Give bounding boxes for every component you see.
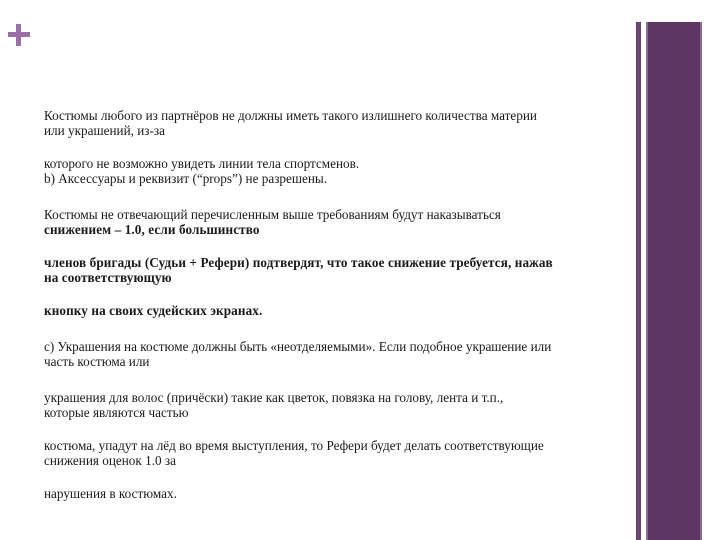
- text-line: c) Украшения на костюме должны быть «неотделяемыми». Если подобное украшение или: [44, 339, 552, 354]
- paragraph-decorations: [44, 340, 632, 369]
- paragraph-panel-members: [44, 256, 632, 285]
- text-line: Костюмы не отвечающий перечисленным выше требованиям будут наказываться: [44, 207, 501, 222]
- text-line: нарушения в костюмах.: [44, 486, 177, 501]
- paragraph-costume-violations: [44, 487, 632, 502]
- text-line: или украшений, из-за: [44, 122, 165, 138]
- text-line: членов бригады (Судьи + Рефери) подтвердят, что такое снижение требуется, нажав: [44, 255, 553, 270]
- decorative-stripe-thick: [646, 22, 702, 540]
- paragraph-hair-decorations: [44, 391, 632, 420]
- text-line: кнопку на своих судейских экранах.: [44, 303, 263, 318]
- paragraph-costume-material: [44, 109, 632, 138]
- paragraph-deduction: [44, 208, 632, 237]
- text-line: снижения оценок 1.0 за: [44, 452, 176, 468]
- text-line: снижением – 1.0, если большинство: [44, 221, 260, 237]
- plus-icon: [6, 22, 32, 48]
- text-line: которые являются частью: [44, 404, 189, 420]
- paragraph-fall-on-ice: [44, 439, 632, 468]
- text-line: на соответствующую: [44, 269, 172, 285]
- text-line: украшения для волос (причёски) такие как цветок, повязка на голову, лента и т.п.,: [44, 390, 504, 405]
- text-line: b) Аксессуары и реквизит (“props”) не разрешены.: [44, 170, 328, 186]
- text-line: часть костюма или: [44, 353, 150, 369]
- paragraph-accessories: [44, 157, 632, 186]
- decorative-stripe-thin: [636, 22, 641, 540]
- text-line: костюма, упадут на лёд во время выступления, то Рефери будет делать соответствующие: [44, 438, 544, 453]
- text-line: которого не возможно увидеть линии тела спортсменов.: [44, 156, 360, 171]
- paragraph-judge-screens: [44, 304, 632, 319]
- text-line: Костюмы любого из партнёров не должны иметь такого излишнего количества материи: [44, 108, 537, 123]
